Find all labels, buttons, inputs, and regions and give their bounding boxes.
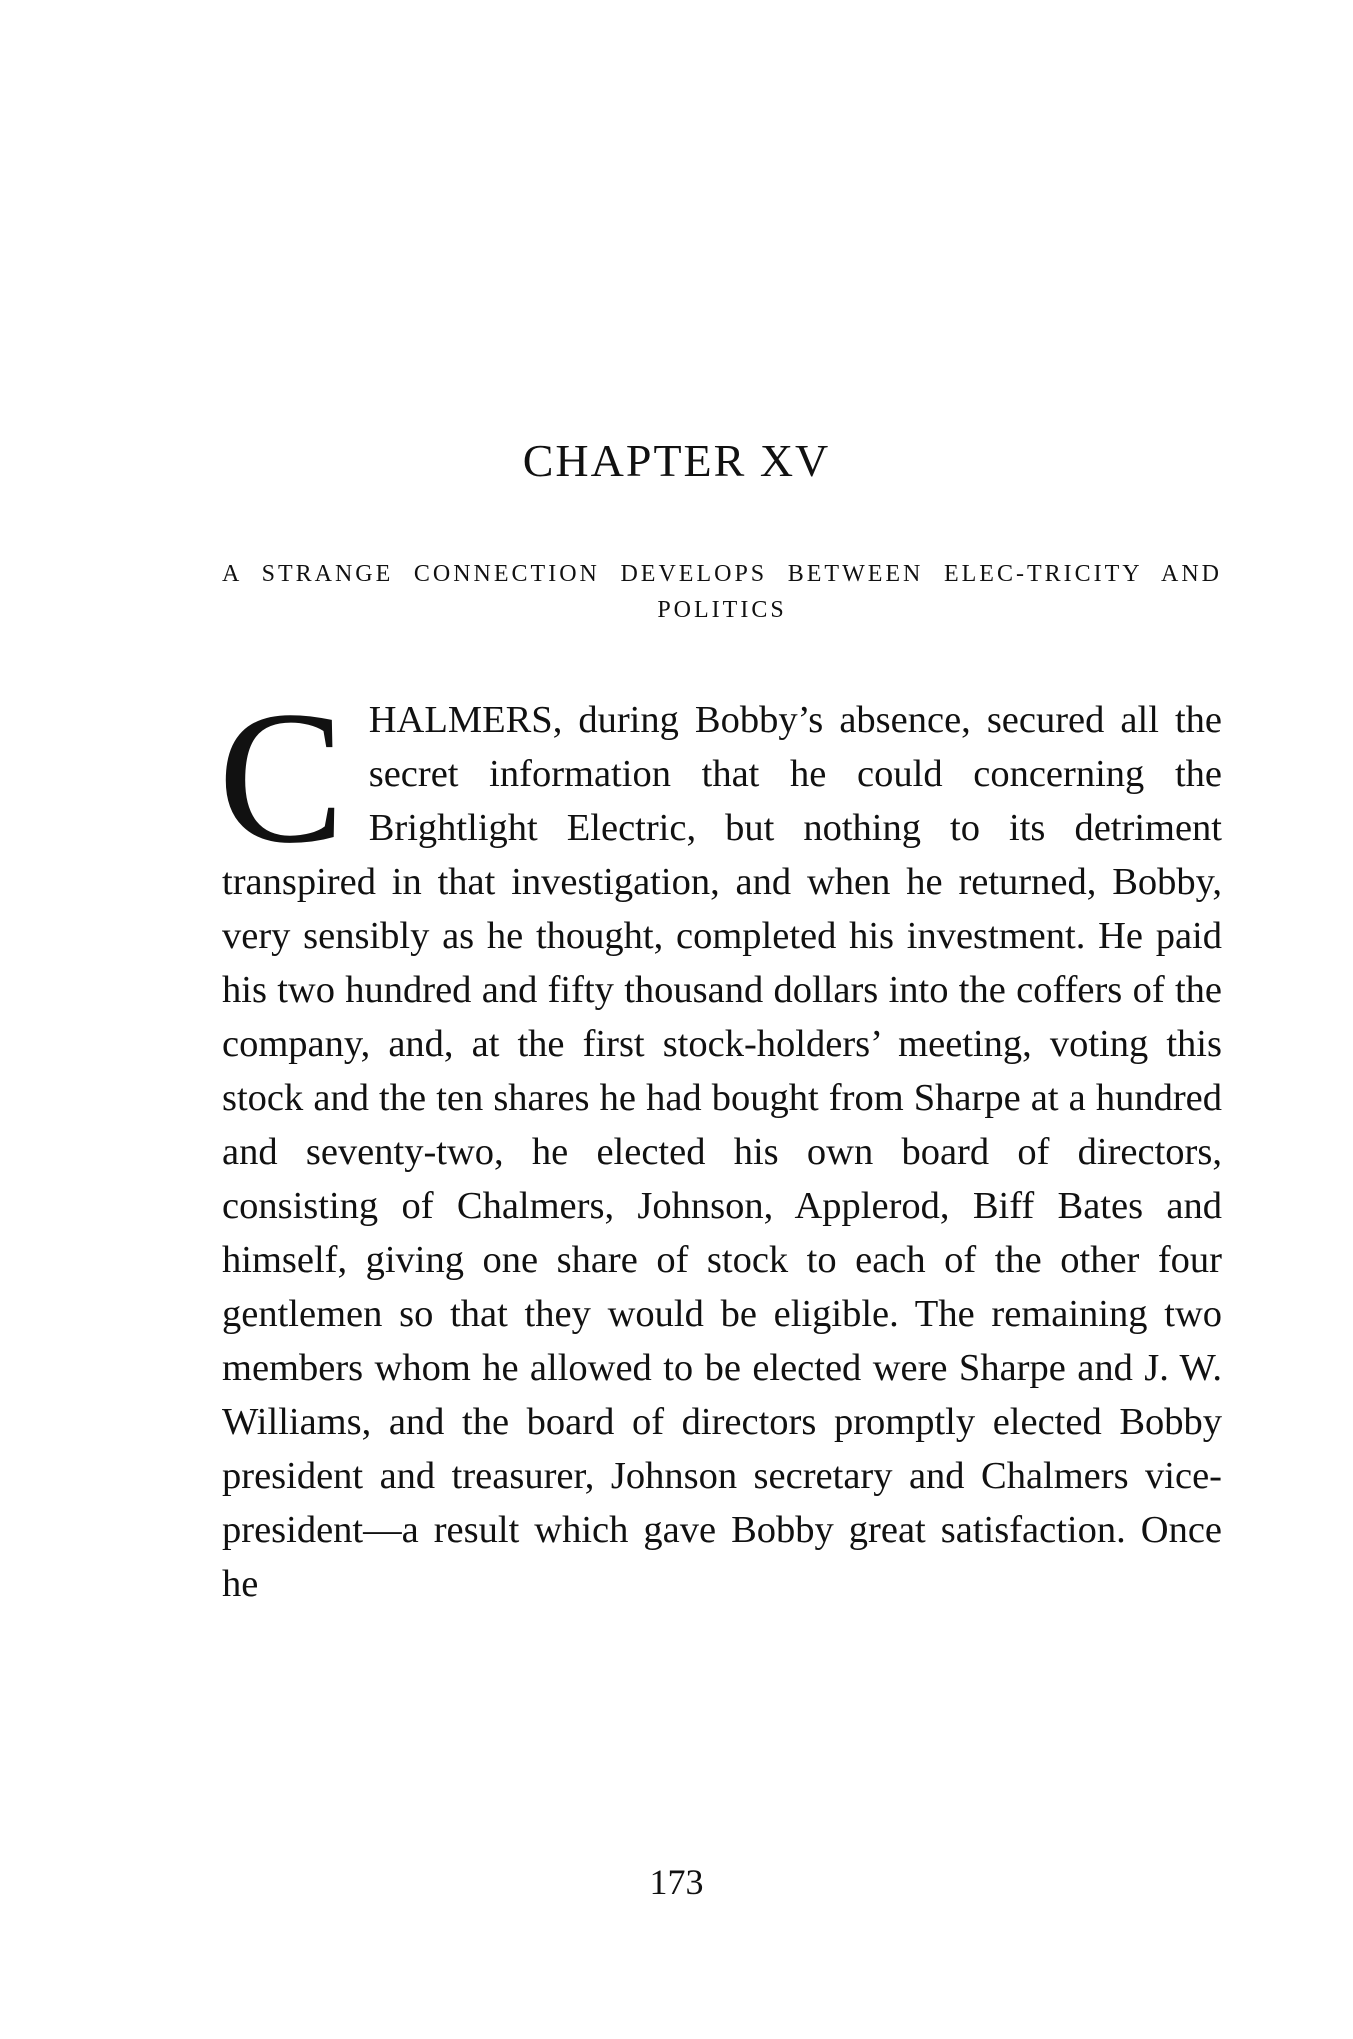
drop-cap: C xyxy=(218,673,345,883)
chapter-title: CHAPTER XV xyxy=(522,435,831,486)
body-paragraph: HALMERS, during Bobby’s absence, secured all the secret information that he could concerning the Brightlight Electric, but nothing to its detriment transpired in that investigation, and when he returned, Bobby, very sensibly as he thought, completed his investment. He paid his two hundred and fifty thousand dollars into the coffers of the company, and, at the first stock-holders’ meeting, voting this stock and the ten shares he had bought from Sharpe at a hundred and seventy-two, he elected his own board of directors, consisting of Chalmers, Johnson, Applerod, Biff Bates and himself, giving one share of stock to each of the other four gentlemen so that they would be eligible. The remaining two members whom he allowed to be elected were Sharpe and J. W. Williams, and the board of directors promptly elected Bobby president and treasurer, Johnson secretary and Chalmers vice-president—a result which gave Bobby great satisfaction. Once he xyxy=(222,699,1222,1605)
chapter-subtitle: A STRANGE CONNECTION DEVELOPS BETWEEN ELEC-TRICITY AND POLITICS xyxy=(222,561,1222,623)
page-number: 173 xyxy=(649,1862,704,1902)
chapter-body xyxy=(218,673,1222,1611)
